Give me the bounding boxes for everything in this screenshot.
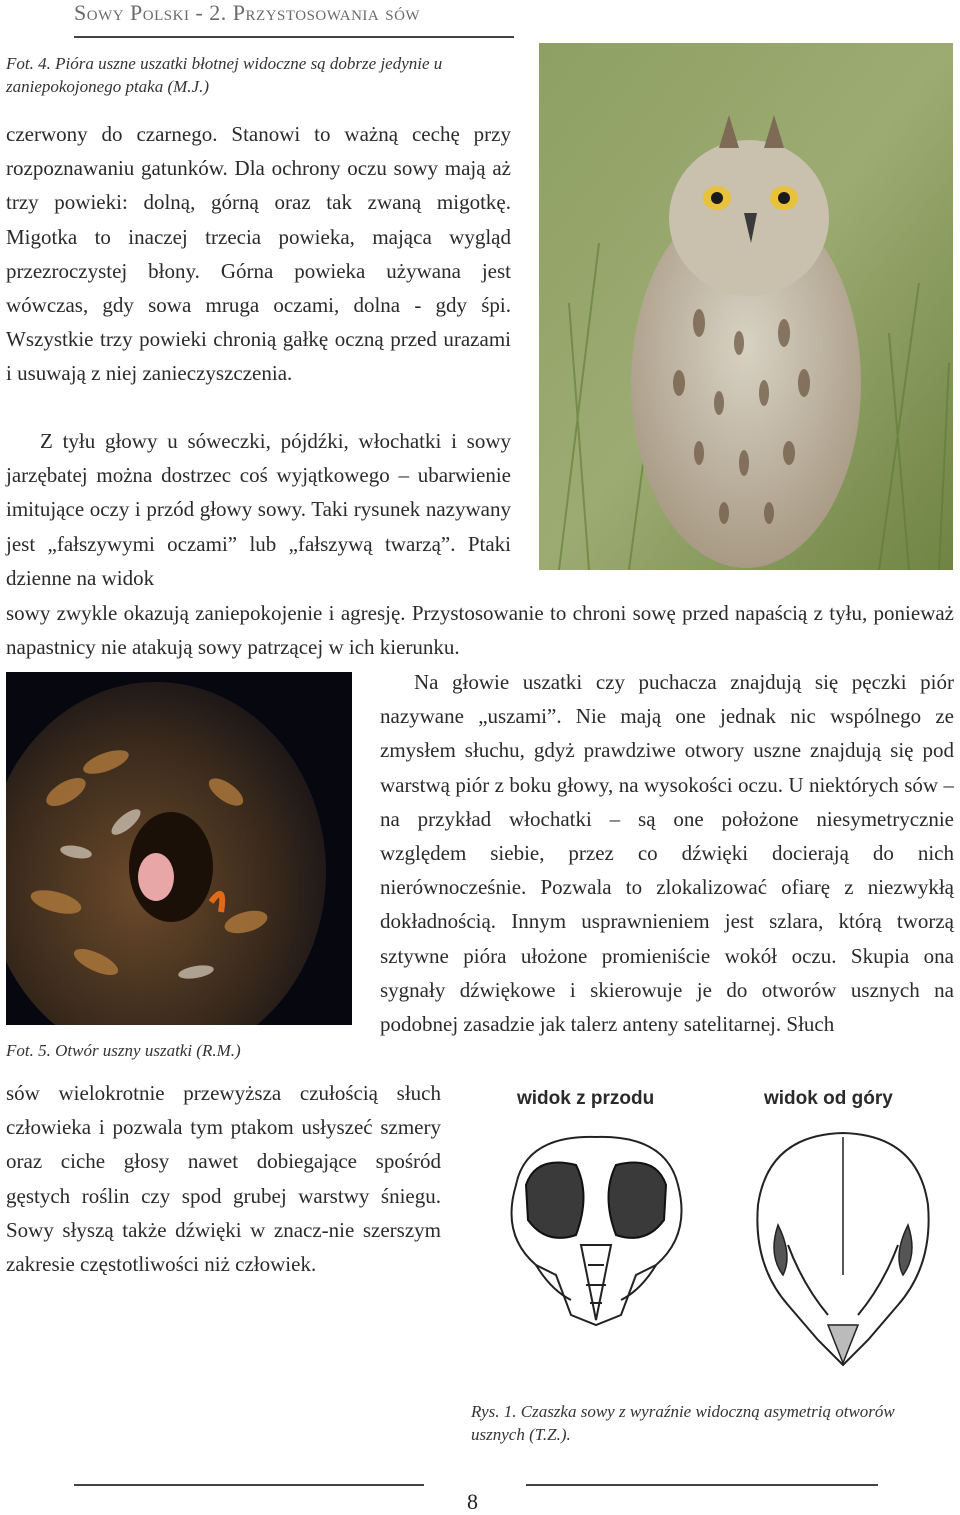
header-rule xyxy=(74,36,514,38)
paragraph-false-eyes-continued: sowy zwykle okazują zaniepokojenie i agresję. Przystosowanie to chroni sowę przed napaścią z tyłu, ponieważ napastnicy nie atakują sowy patrzącej w ich kierunku. xyxy=(6,601,954,660)
paragraph-eyelids: czerwony do czarnego. Stanowi to ważną cechę przy rozpoznawaniu gatunków. Dla ochrony oczu sowy mają aż trzy powieki: dolną, górną oraz tak zwaną migotkę. Migotka to inaczej trzecia powieka, mająca wygląd przezroczystej błony. Górna powieka używana jest wówczas, gdy sowa mruga oczami, dolna - gdy śpi. Wszystkie trzy powieki chronią gałkę oczną przed urazami i usuwają z niej zanieczyszczenia. xyxy=(6,122,511,386)
skull-top-view xyxy=(748,1125,938,1370)
running-header: Sowy Polski - 2. Przystosowania sów xyxy=(74,0,421,25)
owl-photo xyxy=(539,43,953,570)
ear-photo xyxy=(6,672,352,1025)
paragraph-false-eyes: Z tyłu głowy u sóweczki, pójdźki, włochatki i sowy jarzębatej można dostrzec coś wyjątkowego – ubarwienie imitujące oczy i przód głowy sowy. Taki rysunek nazywany jest „fałszywymi oczami” lub „fałszywą twarzą”. Ptaki dzienne na widok xyxy=(6,429,511,590)
footer-rule-right xyxy=(526,1484,878,1486)
skull-front-view xyxy=(496,1125,696,1330)
fot5-caption: Fot. 5. Otwór uszny uszatki (R.M.) xyxy=(6,1041,241,1060)
diagram-label-front: widok z przodu xyxy=(517,1088,655,1109)
page-number: 8 xyxy=(467,1489,478,1514)
footer-rule-left xyxy=(74,1484,424,1486)
fot4-caption: Fot. 4. Pióra uszne uszatki błotnej widoczne są dobrze jedynie u zaniepokojonego ptaka (M.J.) xyxy=(6,54,443,96)
paragraph-hearing: Na głowie uszatki czy puchacza znajdują się pęczki piór nazywane „uszami”. Nie mają one jednak nic wspólnego ze zmysłem słuchu, gdyż prawdziwe otwory uszne znajdują się pod warstwą piór z boku głowy, na wysokości oczu. U niektórych sów – na przykład włochatki – są one położone niesymetrycznie względem siebie, przez co dźwięki docierają do nich nierównocześnie. Pozwala to zlokalizować ofiarę z niezwykłą dokładnością. Innym usprawnieniem jest szlara, którą tworzą sztywne pióra ułożone promieniście wokół oczu. Skupia ona sygnały dźwiękowe i skierowuje je do otworów usznych na podobnej zasadzie jak talerz anteny satelitarnej. Słuch xyxy=(380,670,954,1037)
diagram-label-top: widok od góry xyxy=(764,1088,893,1109)
rys1-caption: Rys. 1. Czaszka sowy z wyraźnie widoczną asymetrią otworów usznych (T.Z.). xyxy=(471,1402,895,1444)
paragraph-hearing-continued: sów wielokrotnie przewyższa czułością słuch człowieka i pozwala tym ptakom usłyszeć szmery oraz ciche głosy nawet dobiegające spośród gęstych roślin czy spod grubej warstwy śniegu. Sowy słyszą także dźwięki w znacz-nie szerszym zakresie częstotliwości niż człowiek. xyxy=(6,1081,441,1277)
